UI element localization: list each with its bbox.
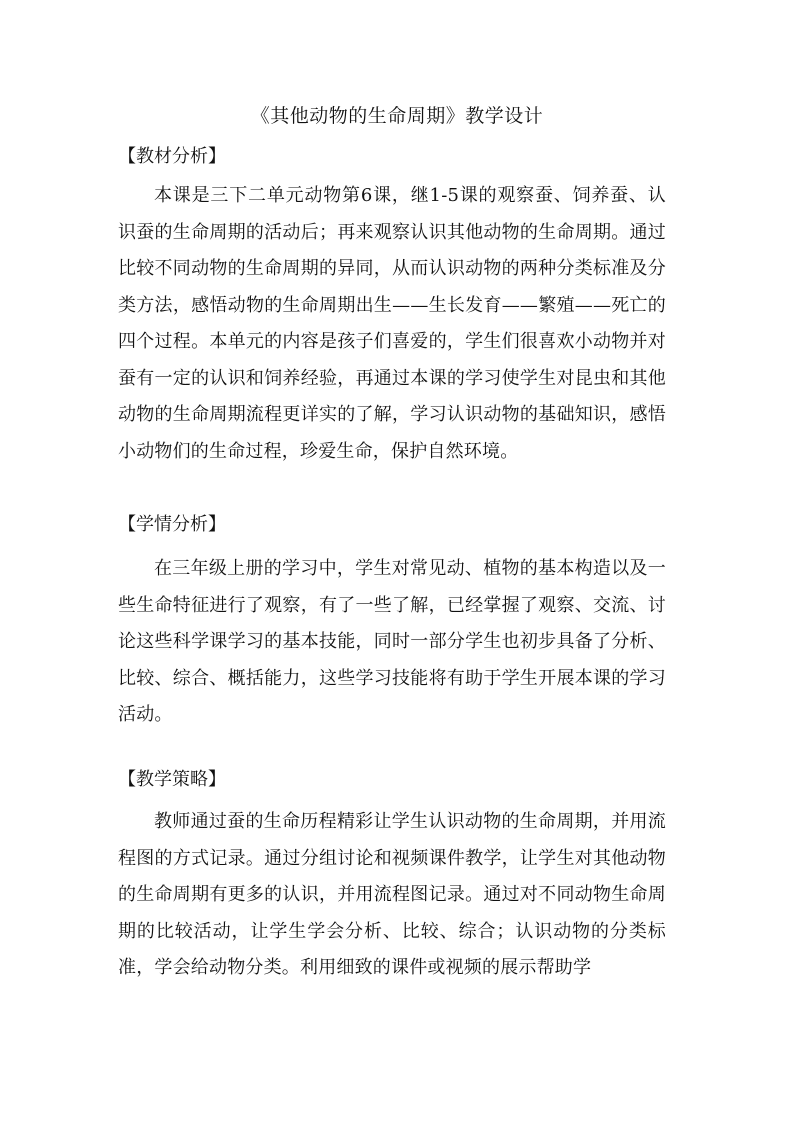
- section-body-textbook-analysis: 本课是三下二单元动物第6课，继1-5课的观察蚕、饲养蚕、认识蚕的生命周期的活动后；再来观察认识其他动物的生命周期。通过比较不同动物的生命周期的异同，从而认识动物的两种分类标准及分类方法，感悟动物的生命周期出生——生长发育——繁殖——死亡的四个过程。本单元的内容是孩子们喜爱的，学生们很喜欢小动物并对蚕有一定的认识和饲养经验，再通过本课的学习使学生对昆虫和其他动物的生命周期流程更详实的了解，学习认识动物的基础知识，感悟小动物们的生命过程，珍爱生命，保护自然环境。: [118, 185, 666, 462]
- section-body-student-analysis: 在三年级上册的学习中，学生对常见动、植物的基本构造以及一些生命特征进行了观察，有了一些了解，已经掌握了观察、交流、讨论这些科学课学习的基本技能，同时一部分学生也初步具备了分析、比较、综合、概括能力，这些学习技能将有助于学生开展本课的学习活动。: [118, 558, 666, 725]
- section-body-teaching-strategy: 教师通过蚕的生命历程精彩让学生认识动物的生命周期，并用流程图的方式记录。通过分组讨论和视频课件教学，让学生对其他动物的生命周期有更多的认识，并用流程图记录。通过对不同动物生命周期的比较活动，让学生学会分析、比较、综合；认识动物的分类标准，学会给动物分类。利用细致的课件或视频的展示帮助学: [118, 811, 666, 978]
- section-heading-teaching-strategy: 【教学策略】: [118, 769, 226, 790]
- section-heading-textbook-analysis: 【教材分析】: [118, 146, 226, 167]
- document-title: 《其他动物的生命周期》教学设计: [250, 105, 544, 127]
- section-heading-student-analysis: 【学情分析】: [118, 514, 226, 535]
